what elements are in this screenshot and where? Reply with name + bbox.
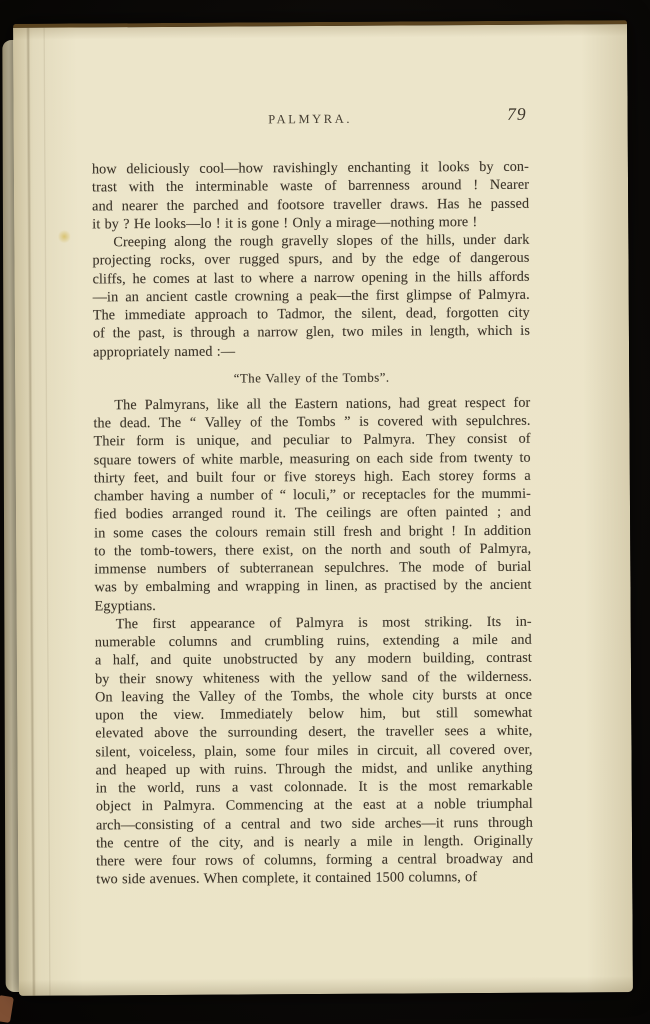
text-line: —in an ancient castle crowning a peak—the first glimpse of Palmyra. <box>92 286 530 306</box>
text-line: On leaving the Valley of the Tombs, the whole city bursts at once <box>95 686 533 706</box>
text-line: silent, voiceless, plain, some four miles in circuit, all covered over, <box>95 741 533 760</box>
text-line: thirty feet, and built four or five storeys high. Each storey forms a <box>93 467 531 487</box>
text-line: by their snowy whiteness with the yellow sand of the wilderness. <box>94 668 533 687</box>
paper-stain <box>58 230 70 244</box>
text-line: of the past, is through a narrow glen, two miles in length, which is <box>92 322 530 342</box>
text-line: how deliciously cool—how ravishingly enchanting it looks by con- <box>91 158 529 178</box>
text-line: numerable columns and crumbling ruins, extending a mile and <box>94 631 532 651</box>
header-rule <box>92 147 529 151</box>
text-line: cliffs, he comes at last to where a narrow opening in the hills affords <box>92 268 530 287</box>
spine-corner-sliver <box>0 995 14 1023</box>
page-number: 79 <box>507 103 527 124</box>
text-line: it by ? He looks—lo ! it is gone ! Only a mirage—nothing more ! <box>92 213 478 233</box>
paragraph-2 <box>92 231 530 361</box>
text-line: appropriately named :— <box>92 343 236 360</box>
text-line: arch—consisting of a central and two side arches—it runs through <box>95 814 533 833</box>
page-header <box>92 103 529 129</box>
text-line: elevated above the surrounding desert, the traveller sees a white, <box>95 722 533 742</box>
section-heading: “The Valley of the Tombs”. <box>233 370 390 386</box>
page-crease-soft <box>43 28 51 996</box>
text-line: and nearer the parched and footsore traveller draws. Has he passed <box>92 195 530 214</box>
paragraph-4 <box>95 612 534 888</box>
text-line: projecting rocks, over rugged spurs, and by the edge of dangerous <box>92 249 530 269</box>
text-line: object in Palmyra. Commencing at the east at a noble triumphal <box>95 795 533 815</box>
text-line: was by embalming and wrapping in linen, as practised by the ancient <box>94 576 532 596</box>
text-line: Creeping along the rough gravelly slopes of the hills, under dark <box>113 231 530 251</box>
text-line: in the world, runs a vast colonnade. It is the most remarkable <box>95 777 533 797</box>
text-line: chamber having a number of “ loculi,” or receptacles for the mummi- <box>93 485 531 505</box>
text-line: The Palmyrans, like all the Eastern nations, had great respect for <box>114 394 531 414</box>
text-line: Their form is unique, and peculiar to Palmyra. They consist of <box>93 430 531 450</box>
text-line: upon the view. Immediately below him, but still somewhat <box>95 704 533 724</box>
paragraph-1 <box>92 158 529 234</box>
page-crease <box>26 28 36 996</box>
text-line: the centre of the city, and is nearly a mile in length. Originally <box>95 832 534 852</box>
text-line: trast with the interminable waste of barrenness around ! Nearer <box>91 176 530 196</box>
body-text <box>92 158 533 889</box>
text-line: to the tomb-towers, there exist, on the north and south of Palmyra, <box>94 540 532 560</box>
text-line: fied bodies arranged round it. The ceilings are often painted ; and <box>93 503 532 523</box>
text-line: The immediate approach to Tadmor, the silent, dead, forgotten city <box>92 304 530 324</box>
text-line: in some cases the colours remain still fresh and bright ! In addition <box>94 522 532 541</box>
text-line: and heaped up with ruins. Through the midst, and unlike anything <box>95 759 533 779</box>
text-line: two side avenues. When complete, it contained 1500 columns, of <box>96 869 478 888</box>
page-content <box>91 103 534 889</box>
text-line: immense numbers of subterranean sepulchres. The mode of burial <box>94 558 532 578</box>
text-line: The first appearance of Palmyra is most striking. Its in- <box>115 613 532 633</box>
running-title: PALMYRA. <box>268 111 353 127</box>
text-line: the dead. The “ Valley of the Tombs ” is covered with sepulchres. <box>93 412 531 432</box>
text-line: a half, and quite unobstructed by any modern building, contrast <box>94 649 532 669</box>
text-line: there were four rows of columns, forming a central broadway and <box>96 850 534 870</box>
text-line: Egyptians. <box>94 597 156 614</box>
paragraph-3 <box>93 393 531 615</box>
book-page <box>13 20 633 996</box>
text-line: square towers of white marble, measuring on each side from twenty to <box>93 449 531 468</box>
